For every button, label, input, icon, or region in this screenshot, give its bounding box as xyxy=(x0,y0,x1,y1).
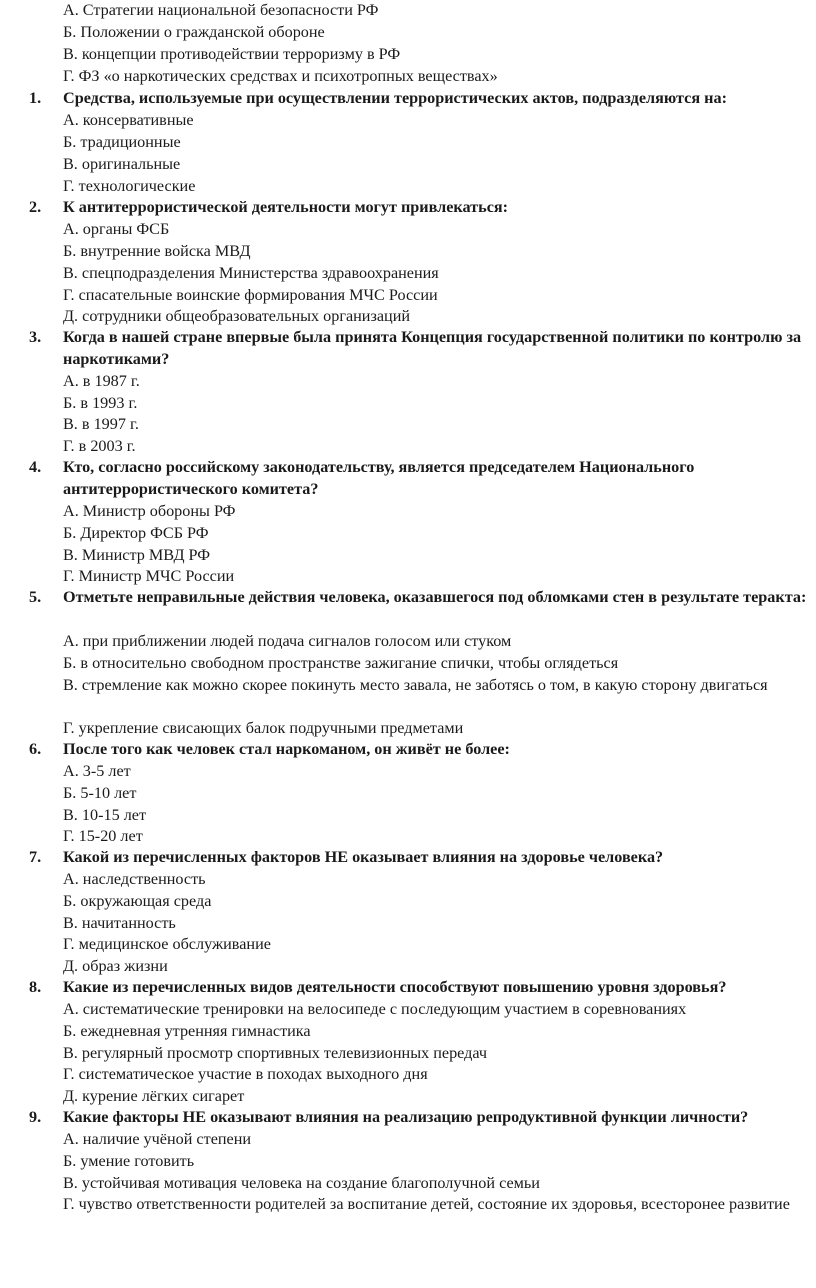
answer-option: Г. Министр МЧС России xyxy=(63,567,235,585)
answer-option: Г. медицинское обслуживание xyxy=(63,935,271,953)
question-number: 6. xyxy=(29,740,42,758)
question-3 xyxy=(29,327,810,371)
answer-option: А. 3-5 лет xyxy=(63,762,131,780)
intro-option: Г. ФЗ «о наркотических средствах и психотропных веществах» xyxy=(63,67,498,85)
answer-option: Б. в 1993 г. xyxy=(63,394,138,412)
answer-option: Б. 5-10 лет xyxy=(63,784,137,802)
answer-option: В. спецподразделения Министерства здравоохранения xyxy=(63,264,439,282)
question-text: После того как человек стал наркоманом, он живёт не более: xyxy=(63,740,510,758)
answer-option: В. устойчивая мотивация человека на создание благополучной семьи xyxy=(63,1174,540,1192)
answer-option: В. оригинальные xyxy=(63,155,181,173)
question-number: 3. xyxy=(29,328,42,346)
question-text: Какой из перечисленных факторов НЕ оказывает влияния на здоровье человека? xyxy=(63,848,664,866)
intro-option: Б. Положении о гражданской обороне xyxy=(63,23,325,41)
question-number: 9. xyxy=(29,1108,42,1126)
answer-option: В. 10-15 лет xyxy=(63,806,147,824)
question-2 xyxy=(29,197,810,219)
answer-option: А. наличие учёной степени xyxy=(63,1130,252,1148)
answer-option: Г. технологические xyxy=(63,177,196,195)
answer-option: Д. образ жизни xyxy=(63,957,168,975)
answer-option: Г. чувство ответственности родителей за воспитание детей, состояние их здоровья, всесторонее развитие xyxy=(63,1195,790,1213)
answer-option: Б. Директор ФСБ РФ xyxy=(63,524,209,542)
answer-option: Б. в относительно свободном пространстве зажигание спички, чтобы оглядеться xyxy=(63,654,619,672)
answer-option: А. консервативные xyxy=(63,111,194,129)
question-text: Какие из перечисленных видов деятельности способствуют повышению уровня здоровья? xyxy=(63,978,727,996)
answer-option: А. органы ФСБ xyxy=(63,220,170,238)
question-text: К антитеррористической деятельности могут привлекаться: xyxy=(63,198,509,216)
answer-option: В. Министр МВД РФ xyxy=(63,546,211,564)
answer-option: А. наследственность xyxy=(63,870,206,888)
answer-option: Г. спасательные воинские формирования МЧС России xyxy=(63,286,438,304)
question-text: Кто, согласно российскому законодательству, является председателем Национального антитеррористического комитета? xyxy=(63,458,695,498)
question-number: 1. xyxy=(29,89,42,107)
question-7 xyxy=(29,847,810,869)
question-6 xyxy=(29,739,810,761)
question-1 xyxy=(29,88,810,110)
answer-option: Б. умение готовить xyxy=(63,1152,195,1170)
question-4 xyxy=(29,457,810,501)
question-number: 4. xyxy=(29,458,42,476)
answer-option: В. в 1997 г. xyxy=(63,415,139,433)
answer-option: Г. в 2003 г. xyxy=(63,437,136,455)
answer-option: А. систематические тренировки на велосипеде с последующим участием в соревнованиях xyxy=(63,1000,687,1018)
question-9 xyxy=(29,1107,810,1129)
answer-option: Б. традиционные xyxy=(63,133,181,151)
answer-option: Г. 15-20 лет xyxy=(63,827,143,845)
question-5 xyxy=(29,587,810,609)
answer-option: В. регулярный просмотр спортивных телевизионных передач xyxy=(63,1044,488,1062)
answer-option: Д. курение лёгких сигарет xyxy=(63,1087,245,1105)
question-text: Когда в нашей стране впервые была принята Концепция государственной политики по контролю за наркотиками? xyxy=(63,328,802,368)
answer-option: А. при приближении людей подача сигналов голосом или стуком xyxy=(63,632,512,650)
question-number: 2. xyxy=(29,198,42,216)
answer-option: Д. сотрудники общеобразовательных организаций xyxy=(63,307,411,325)
answer-option: Б. окружающая среда xyxy=(63,892,212,910)
question-text: Средства, используемые при осуществлении террористических актов, подразделяются на: xyxy=(63,89,727,107)
answer-option: Б. ежедневная утренняя гимнастика xyxy=(63,1022,311,1040)
answer-option: А. в 1987 г. xyxy=(63,372,140,390)
question-8 xyxy=(29,977,810,999)
answer-option: Г. систематическое участие в походах выходного дня xyxy=(63,1065,428,1083)
intro-option: В. концепции противодействии терроризму в РФ xyxy=(63,45,401,63)
intro-option: А. Стратегии национальной безопасности РФ xyxy=(63,1,379,19)
question-number: 5. xyxy=(29,588,42,606)
answer-option: В. стремление как можно скорее покинуть место завала, не заботясь о том, в какую сторону двигаться xyxy=(63,676,768,694)
answer-option: В. начитанность xyxy=(63,914,176,932)
answer-option: Б. внутренние войска МВД xyxy=(63,242,251,260)
answer-option: А. Министр обороны РФ xyxy=(63,502,236,520)
question-text: Какие факторы НЕ оказывают влияния на реализацию репродуктивной функции личности? xyxy=(63,1108,749,1126)
question-text: Отметьте неправильные действия человека, оказавшегося под обломками стен в результате теракта: xyxy=(63,588,807,606)
answer-option: Г. укрепление свисающих балок подручными предметами xyxy=(63,719,464,737)
question-number: 8. xyxy=(29,978,42,996)
question-number: 7. xyxy=(29,848,42,866)
